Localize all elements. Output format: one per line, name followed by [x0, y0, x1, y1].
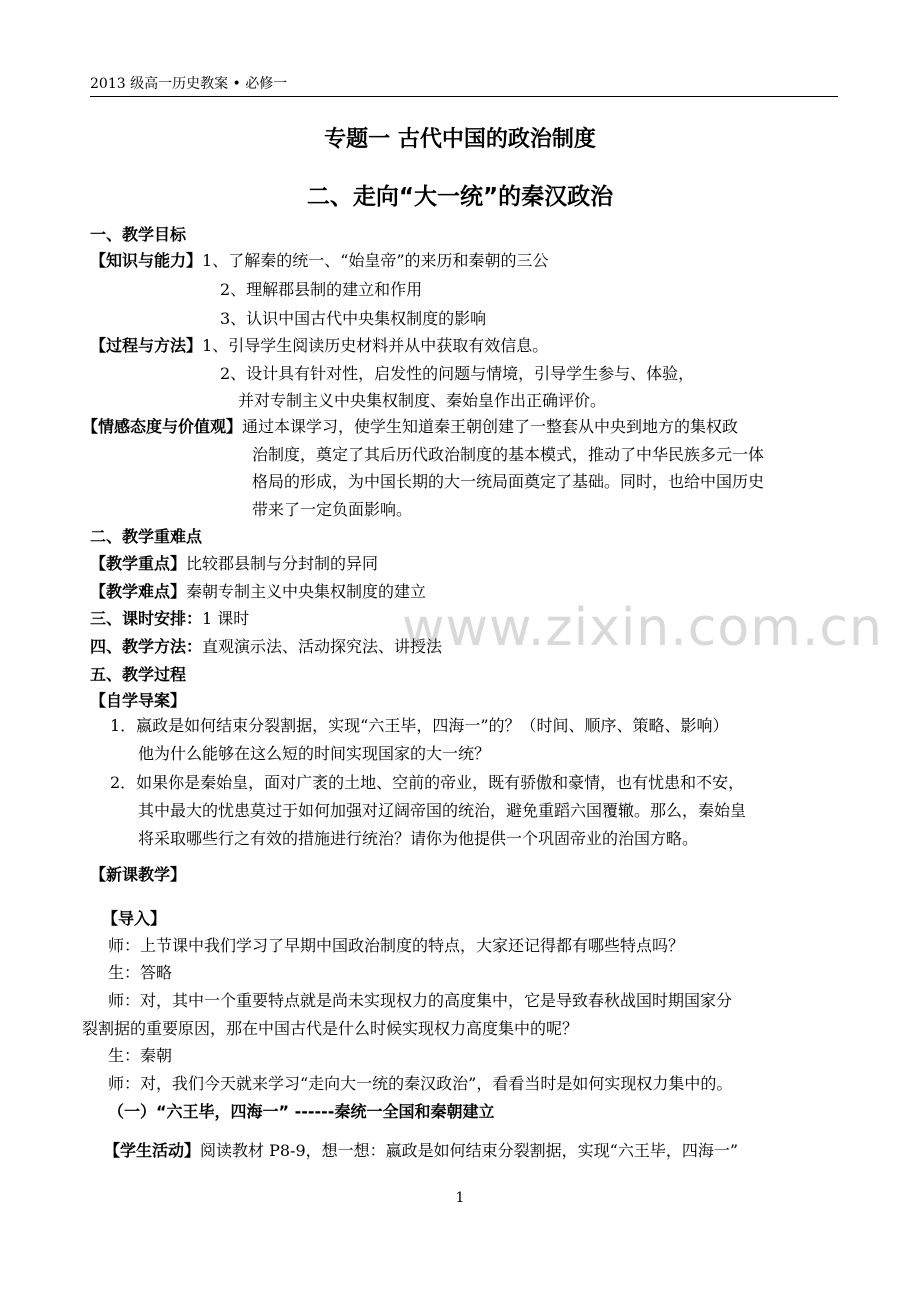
activity-label: 【学生活动】	[104, 1141, 201, 1160]
emotion-label: 【情感态度与价值观】	[82, 417, 243, 436]
knowledge-item: 2、理解郡县制的建立和作用	[220, 280, 423, 299]
key-point-label: 【教学重点】	[90, 554, 187, 573]
process-heading: 五、教学过程	[90, 665, 187, 684]
activity-row	[104, 1138, 738, 1164]
section1-heading: （一）“六王毕，四海一” ------秦统一全国和秦朝建立	[108, 1102, 495, 1121]
difficult-point-label: 【教学难点】	[90, 582, 187, 601]
difficulty-heading: 二、教学重难点	[90, 527, 203, 546]
dialogue-line: 师：对，我们今天就来学习“走向大一统的秦汉政治”，看看当时是如何实现权力集中的。	[108, 1074, 733, 1093]
dialogue-line: 师：对，其中一个重要特点就是尚未实现权力的高度集中，它是导致春秋战国时期国家分	[108, 991, 733, 1010]
self-study-line: 将采取哪些行之有效的措施进行统治？请你为他提供一个巩固帝业的治国方略。	[138, 829, 699, 848]
methods-label: 四、教学方法：	[90, 637, 203, 656]
methods-text: 直观演示法、活动探究法、讲授法	[202, 637, 443, 656]
self-study-line: 1．嬴政是如何结束分裂割据，实现“六王毕，四海一”的？（时间、顺序、策略、影响）	[110, 716, 729, 735]
schedule-text: 1 课时	[202, 609, 250, 628]
self-study-line: 2．如果你是秦始皇，面对广袤的土地、空前的帝业，既有骄傲和豪情，也有忧患和不安，	[110, 773, 745, 792]
dialogue-line: 生：秦朝	[108, 1046, 173, 1065]
new-lesson-label: 【新课教学】	[90, 865, 187, 884]
knowledge-label: 【知识与能力】	[90, 251, 203, 270]
process-item: 1、引导学生阅读历史材料并从中获取有效信息。	[202, 336, 549, 355]
schedule-row	[90, 606, 249, 632]
methods-row	[90, 634, 442, 660]
emotion-line: 治制度，奠定了其后历代政治制度的基本模式，推动了中华民族多元一体	[252, 445, 765, 464]
main-title: 专题一 古代中国的政治制度	[324, 127, 596, 152]
difficult-point-row	[90, 579, 426, 605]
intro-label: 【导入】	[102, 909, 167, 928]
schedule-label: 三、课时安排：	[90, 609, 203, 628]
self-study-line: 他为什么能够在这么短的时间实现国家的大一统？	[138, 744, 491, 763]
page-number: 1	[455, 1190, 465, 1206]
emotion-line: 格局的形成，为中国长期的大一统局面奠定了基础。同时，也给中国历史	[252, 472, 765, 491]
activity-text: 阅读教材 P8-9，想一想：嬴政是如何结束分裂割据，实现“六王毕，四海一”	[200, 1141, 738, 1160]
process-item: 2、设计具有针对性，启发性的问题与情境，引导学生参与、体验，	[220, 364, 695, 383]
process-item: 并对专制主义中央集权制度、秦始皇作出正确评价。	[238, 391, 607, 410]
key-point-row	[90, 551, 378, 577]
process-label: 【过程与方法】	[90, 336, 203, 355]
page-header: 2013 级高一历史教案 • 必修一	[90, 74, 838, 97]
emotion-line: 带来了一定负面影响。	[252, 500, 413, 519]
dialogue-line: 裂割据的重要原因，那在中国古代是什么时候实现权力高度集中的呢？	[82, 1019, 579, 1038]
difficult-point-text: 秦朝专制主义中央集权制度的建立	[186, 582, 427, 601]
dialogue-line: 师：上节课中我们学习了早期中国政治制度的特点，大家还记得都有哪些特点吗？	[108, 936, 685, 955]
knowledge-item: 1、了解秦的统一、“始皇帝”的来历和秦朝的三公	[202, 251, 549, 270]
watermark: www.zixin.com.cn	[402, 598, 883, 658]
knowledge-row-1	[90, 248, 549, 274]
objectives-heading: 一、教学目标	[90, 225, 187, 244]
self-study-line: 其中最大的忧患莫过于如何加强对辽阔帝国的统治，避免重蹈六国覆辙。那么，秦始皇	[138, 801, 747, 820]
process-row-1	[90, 333, 548, 359]
knowledge-item: 3、认识中国古代中央集权制度的影响	[220, 309, 487, 328]
emotion-line: 通过本课学习，使学生知道秦王朝创建了一整套从中央到地方的集权政	[242, 417, 739, 436]
self-study-label: 【自学导案】	[90, 691, 187, 710]
emotion-row-1	[82, 414, 738, 440]
key-point-text: 比较郡县制与分封制的异同	[186, 554, 379, 573]
dialogue-line: 生：答略	[108, 963, 173, 982]
sub-title: 二、走向“大一统”的秦汉政治	[306, 184, 614, 210]
